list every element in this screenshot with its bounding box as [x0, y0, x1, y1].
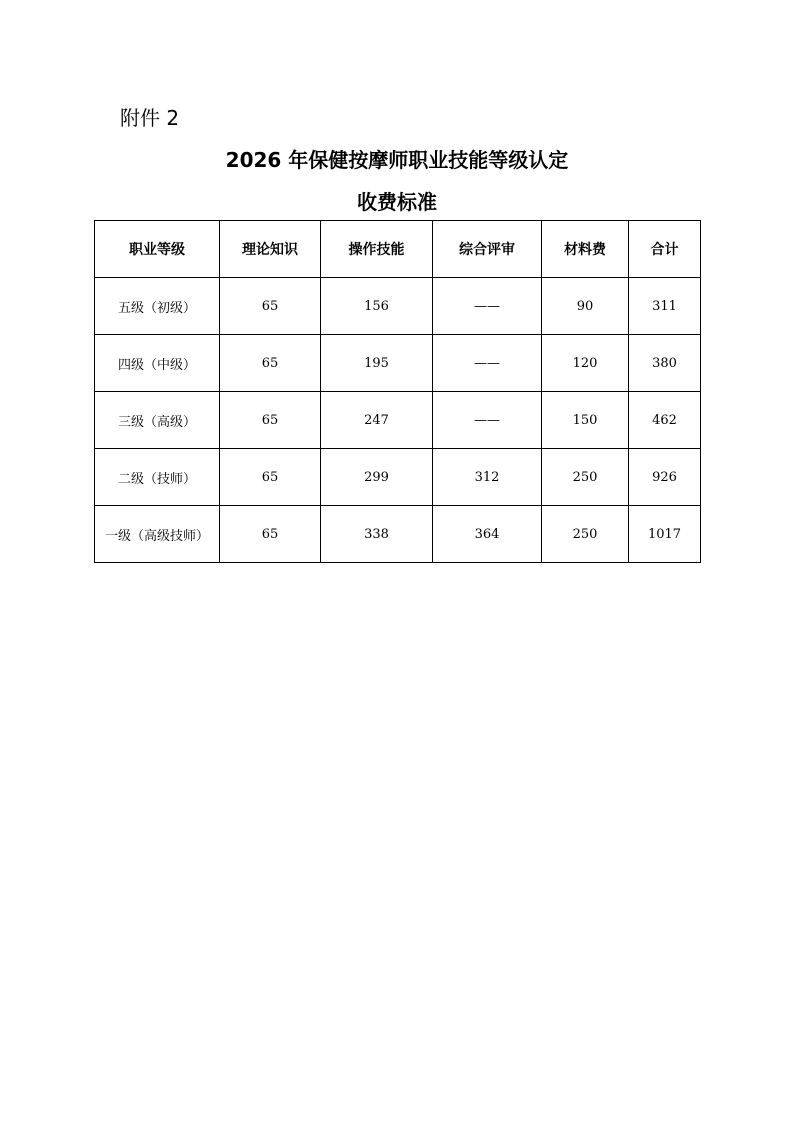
- cell-theory: 65: [220, 506, 321, 563]
- cell-total: 462: [629, 392, 701, 449]
- fee-table: [94, 220, 701, 563]
- cell-level: 二级（技师）: [95, 449, 220, 506]
- document-title: 2026 年保健按摩师职业技能等级认定: [225, 148, 569, 172]
- header-level: 职业等级: [95, 221, 220, 278]
- cell-practical: 338: [321, 506, 433, 563]
- header-review: 综合评审: [433, 221, 542, 278]
- header-theory: 理论知识: [220, 221, 321, 278]
- table-header-row: [95, 221, 701, 278]
- header-material: 材料费: [542, 221, 629, 278]
- header-practical: 操作技能: [321, 221, 433, 278]
- header-total: 合计: [629, 221, 701, 278]
- cell-theory: 65: [220, 278, 321, 335]
- cell-practical: 299: [321, 449, 433, 506]
- document-subtitle: 收费标准: [357, 190, 437, 214]
- cell-level: 三级（高级）: [95, 392, 220, 449]
- cell-theory: 65: [220, 449, 321, 506]
- cell-material: 120: [542, 335, 629, 392]
- cell-review: ——: [433, 278, 542, 335]
- cell-total: 311: [629, 278, 701, 335]
- cell-practical: 156: [321, 278, 433, 335]
- cell-practical: 247: [321, 392, 433, 449]
- cell-level: 四级（中级）: [95, 335, 220, 392]
- cell-review: 364: [433, 506, 542, 563]
- table-row: [95, 278, 701, 335]
- cell-material: 250: [542, 449, 629, 506]
- table-row: [95, 449, 701, 506]
- cell-review: ——: [433, 335, 542, 392]
- cell-total: 380: [629, 335, 701, 392]
- cell-practical: 195: [321, 335, 433, 392]
- cell-material: 90: [542, 278, 629, 335]
- cell-theory: 65: [220, 392, 321, 449]
- cell-material: 150: [542, 392, 629, 449]
- table-row: [95, 392, 701, 449]
- cell-total: 926: [629, 449, 701, 506]
- cell-total: 1017: [629, 506, 701, 563]
- table-row: [95, 506, 701, 563]
- cell-theory: 65: [220, 335, 321, 392]
- cell-level: 一级（高级技师）: [95, 506, 220, 563]
- table-row: [95, 335, 701, 392]
- cell-material: 250: [542, 506, 629, 563]
- cell-review: ——: [433, 392, 542, 449]
- cell-level: 五级（初级）: [95, 278, 220, 335]
- cell-review: 312: [433, 449, 542, 506]
- attachment-label: 附件 2: [120, 106, 180, 130]
